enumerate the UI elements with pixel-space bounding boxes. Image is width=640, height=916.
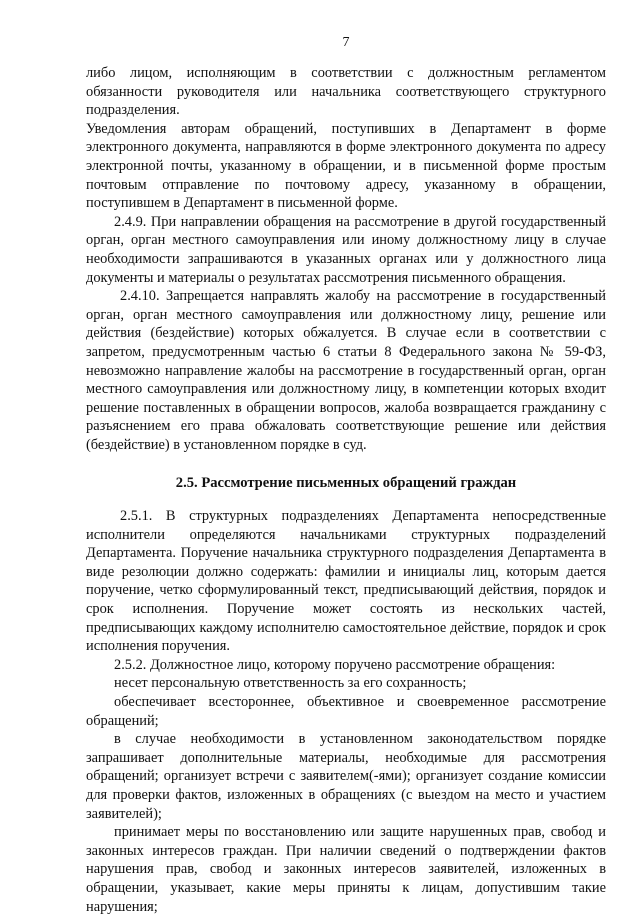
list-item: принимает меры по восстановлению или защите нарушенных прав, свобод и законных интересов граждан. При наличии сведений о подтверждении фактов нарушения прав, свобод и законных интересов заявителей, изложенных в обращении, указывает, какие меры приняты к лицам, допустившим такие нарушения; <box>86 824 606 915</box>
list-item: обеспечивает всестороннее, объективное и своевременное рассмотрение обращений; <box>86 694 606 729</box>
page-number: 7 <box>342 35 350 50</box>
section-title: 2.5. Рассмотрение письменных обращений граждан <box>175 475 517 492</box>
list-item: несет персональную ответственность за его сохранность; <box>114 675 467 692</box>
body-text <box>86 64 606 916</box>
paragraph-2-4-9: 2.4.9. При направлении обращения на рассмотрение в другой государственный орган, орган местного самоуправления или иному должностному лицу в случае необходимости запрашиваются в указанных органах или у должностного лица документы и материалы о результатах рассмотрения письменного обращения. <box>86 213 606 286</box>
list-item: в случае необходимости в установленном законодательством порядке запрашивает дополнительные материалы, необходимые для рассмотрения обращений; организует встречи с заявителем(-ями); организует создание комиссии для проверки фактов, изложенных в обращениях (с выездом на место и участием заявителей); <box>86 731 606 822</box>
paragraph-2-4-10: 2.4.10. Запрещается направлять жалобу на рассмотрение в государственный орган, орган местного самоуправления или должностному лицу, решение или действия (бездействие) которых обжалуется. В случае если в соответствии с запретом, предусмотренным частью 6 статьи 8 Федерального закона № 59-ФЗ, невозможно направление жалобы на рассмотрение в государственный орган, орган местного самоуправления или должностному лицу, в компетенции которых входит решение поставленных в обращении вопросов, жалоба возвращается гражданину с разъяснением его права обжаловать соответствующие решение или действия (бездействие) в установленном порядке в суд. <box>86 288 606 453</box>
paragraph-2-5-2: 2.5.2. Должностное лицо, которому поручено рассмотрение обращения: <box>114 656 556 673</box>
paragraph: либо лицом, исполняющим в соответствии с должностным регламентом обязанности руководителя или начальника соответствующего структурного подразделения. <box>86 65 606 119</box>
paragraph: Уведомления авторам обращений, поступивших в Департамент в форме электронного документа, направляются в форме электронного документа по адресу электронной почты, указанному в обращении, и в письменной форме простым почтовым отправление по почтовому адресу, указанному в обращении, поступившем в Департамент в письменной форме. <box>86 120 606 212</box>
paragraph-2-5-1: 2.5.1. В структурных подразделениях Департамента непосредственные исполнители определяются начальниками структурных подразделений Департамента. Поручение начальника структурного подразделения Департамента в виде резолюции должно содержать: фамилии и инициалы лиц, которым дается поручение, четко сформулированный текст, предписывающий действия, порядок и срок исполнения. Поручение может состоять из нескольких частей, предписывающих каждому исполнителю самостоятельное действие, порядок и срок исполнения поручения. <box>86 508 606 655</box>
